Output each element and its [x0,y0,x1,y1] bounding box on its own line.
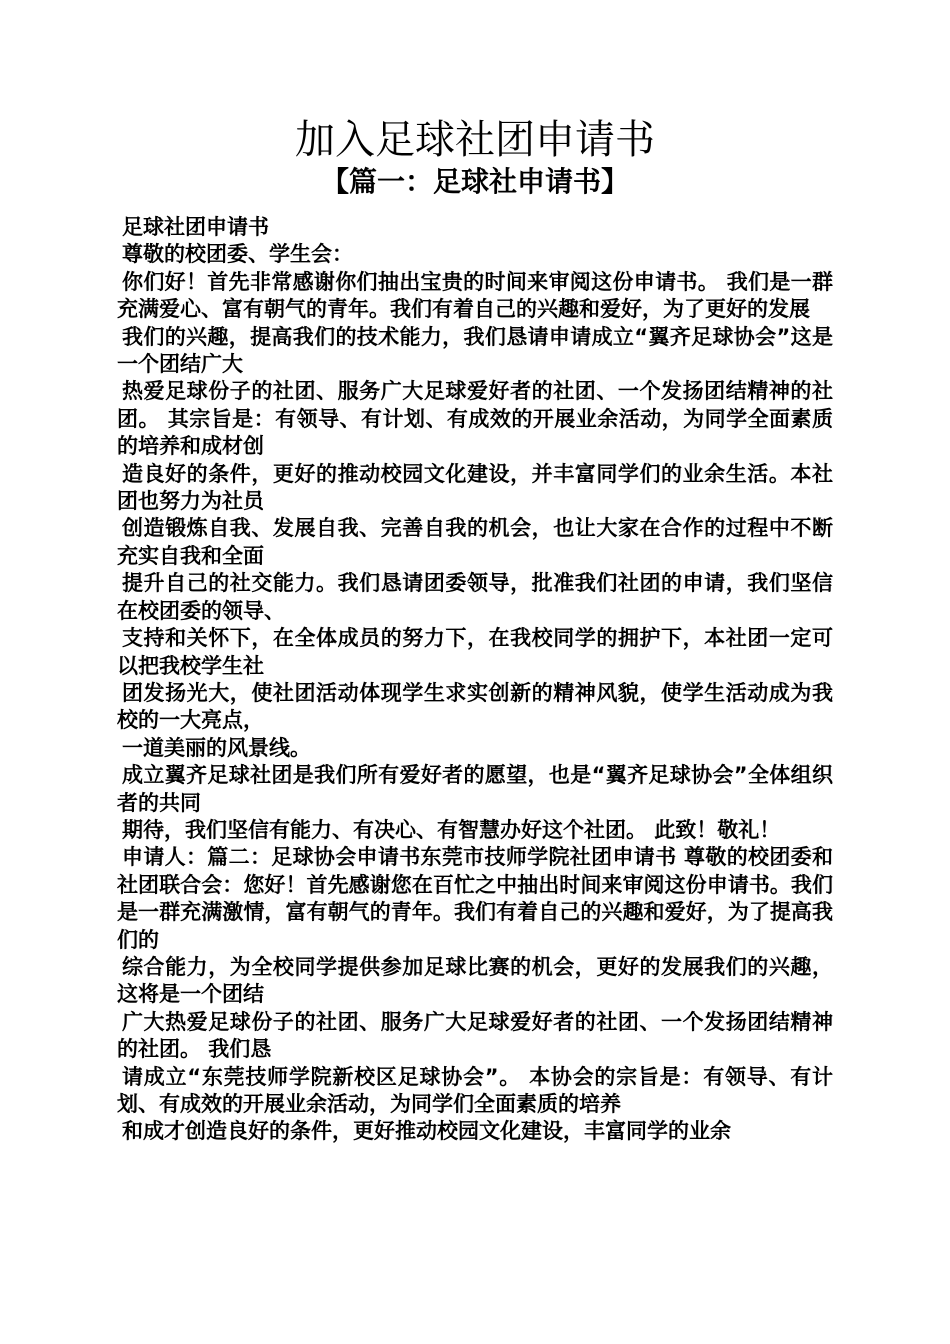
document-body [117,214,833,1146]
paragraph: 支持和关怀下，在全体成员的努力下，在我校同学的拥护下，本社团一定可以把我校学生社 [117,626,833,678]
paragraph: 提升自己的社交能力。我们恳请团委领导，批准我们社团的申请，我们坚信在校团委的领导、 [117,571,833,623]
paragraph: 广大热爱足球份子的社团、服务广大足球爱好者的社团、一个发扬团结精神的社团。 我们恳 [117,1009,833,1062]
paragraph: 成立翼齐足球社团是我们所有爱好者的愿望，也是“翼齐足球协会”全体组织者的共同 [117,763,833,815]
paragraph: 我们的兴趣，提高我们的技术能力，我们恳请申请成立“翼齐足球协会”这是一个团结广大 [117,324,833,377]
paragraph: 造良好的条件，更好的推动校园文化建设，并丰富同学们的业余生活。本社团也努力为社员 [117,461,833,514]
document-subtitle: 【篇一：足球社申请书】 [320,165,629,198]
paragraph: 足球社团申请书 [122,215,269,239]
paragraph: 你们好！首先非常感谢你们抽出宝贵的时间来审阅这份申请书。 我们是一群充满爱心、富有朝气的青年。我们有着自己的兴趣和爱好，为了更好的发展 [117,269,833,322]
document-title: 加入足球社团申请书 [295,117,655,163]
paragraph: 综合能力，为全校同学提供参加足球比赛的机会，更好的发展我们的兴趣，这将是一个团结 [117,954,833,1007]
paragraph: 申请人：篇二：足球协会申请书东莞市技师学院社团申请书 尊敬的校团委和社团联合会：您好！首先感谢您在百忙之中抽出时间来审阅这份申请书。我们是一群充满激情，富有朝气的青年。我们有着自己的兴趣和爱好，为了提高我们的 [117,845,833,952]
paragraph: 尊敬的校团委、学生会： [122,242,353,267]
paragraph: 热爱足球份子的社团、服务广大足球爱好者的社团、一个发扬团结精神的社团。 其宗旨是：有领导、有计划、有成效的开展业余活动，为同学全面素质的培养和成材创 [117,379,833,459]
paragraph: 期待，我们坚信有能力、有决心、有智慧办好这个社团。 此致！敬礼！ [122,817,781,842]
paragraph: 团发扬光大，使社团活动体现学生求实创新的精神风貌，使学生活动成为我校的一大亮点， [117,680,833,733]
paragraph: 请成立“东莞技师学院新校区足球协会”。 本协会的宗旨是：有领导、有计划、有成效的开展业余活动，为同学们全面素质的培养 [117,1064,833,1116]
paragraph: 创造锻炼自我、发展自我、完善自我的机会，也让大家在合作的过程中不断充实自我和全面 [117,516,833,568]
paragraph: 和成才创造良好的条件，更好推动校园文化建设，丰富同学的业余 [122,1119,731,1144]
paragraph: 一道美丽的风景线。 [122,735,311,760]
